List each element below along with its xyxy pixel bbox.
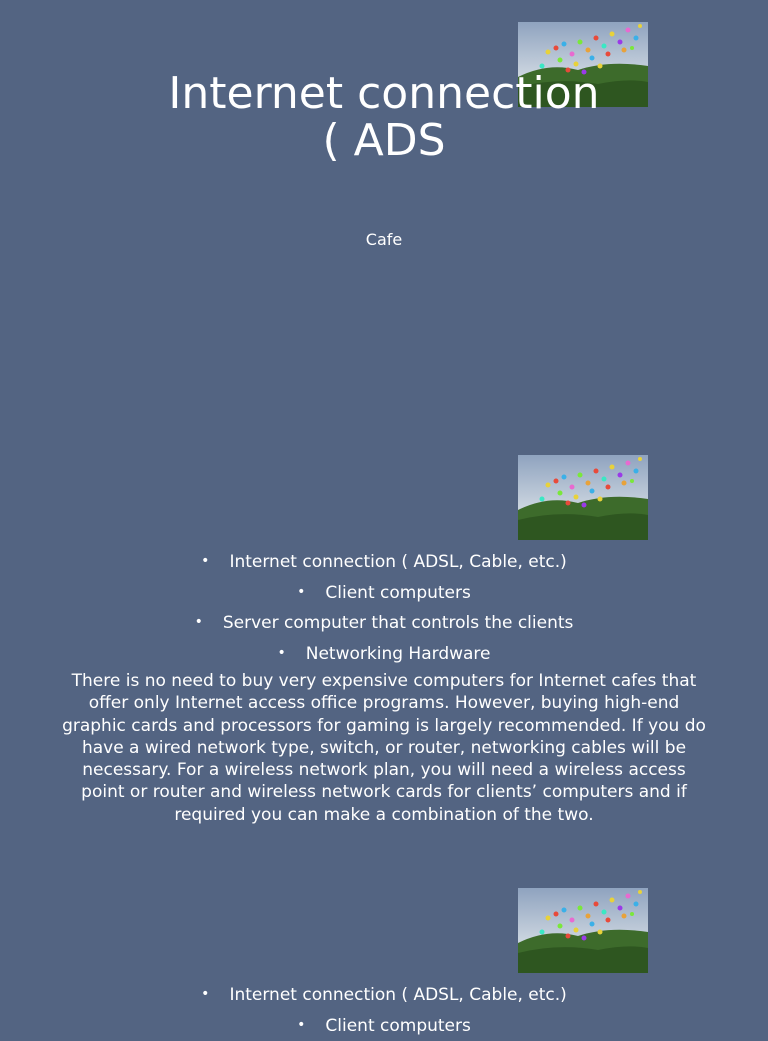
- list-item-text: Server computer that controls the clients: [222, 613, 574, 634]
- list-item: [0, 980, 768, 1011]
- balloons-photo: [518, 455, 648, 540]
- slide-subtitle: Cafe: [365, 230, 403, 249]
- list-item: [0, 578, 768, 609]
- slide-title-line1: Internet connection: [168, 68, 600, 119]
- list-item-text: Internet connection ( ADSL, Cable, etc.): [229, 985, 567, 1005]
- bullet-list: [0, 547, 768, 670]
- bullet-icon: •: [297, 583, 306, 600]
- bullet-icon: •: [194, 614, 203, 631]
- list-item: [0, 547, 768, 578]
- list-item-text: Client computers: [325, 1015, 471, 1036]
- bullet-icon: •: [297, 1016, 306, 1033]
- list-item-text: Networking Hardware: [305, 644, 491, 665]
- list-item: [0, 608, 768, 639]
- balloons-photo-icon: [518, 888, 648, 973]
- slide-title-line2: ( ADS: [322, 115, 446, 166]
- bullet-list: [0, 980, 768, 1041]
- bullet-icon: •: [201, 553, 210, 569]
- list-item-text: Client computers: [325, 582, 471, 603]
- list-item: [0, 1011, 768, 1041]
- balloons-photo-icon: [518, 455, 648, 540]
- list-item: [0, 639, 768, 670]
- bullet-icon: •: [277, 645, 286, 662]
- balloons-photo: [518, 888, 648, 973]
- list-item-text: Internet connection ( ADSL, Cable, etc.): [229, 552, 567, 572]
- bullet-icon: •: [201, 986, 210, 1002]
- body-paragraph: There is no need to buy very expensive computers for Internet cafes that offer only Internet access office programs. However, buying high-end graphic cards and processors for gaming is largely recommended. If you do have a wired network type, switch, or router, networking cables will be necessary. For a wireless network plan, you will need a wireless access point or router and wireless network cards for clients’ computers and if required you can make a combination of the two.: [62, 671, 706, 825]
- slide-title: [0, 70, 768, 164]
